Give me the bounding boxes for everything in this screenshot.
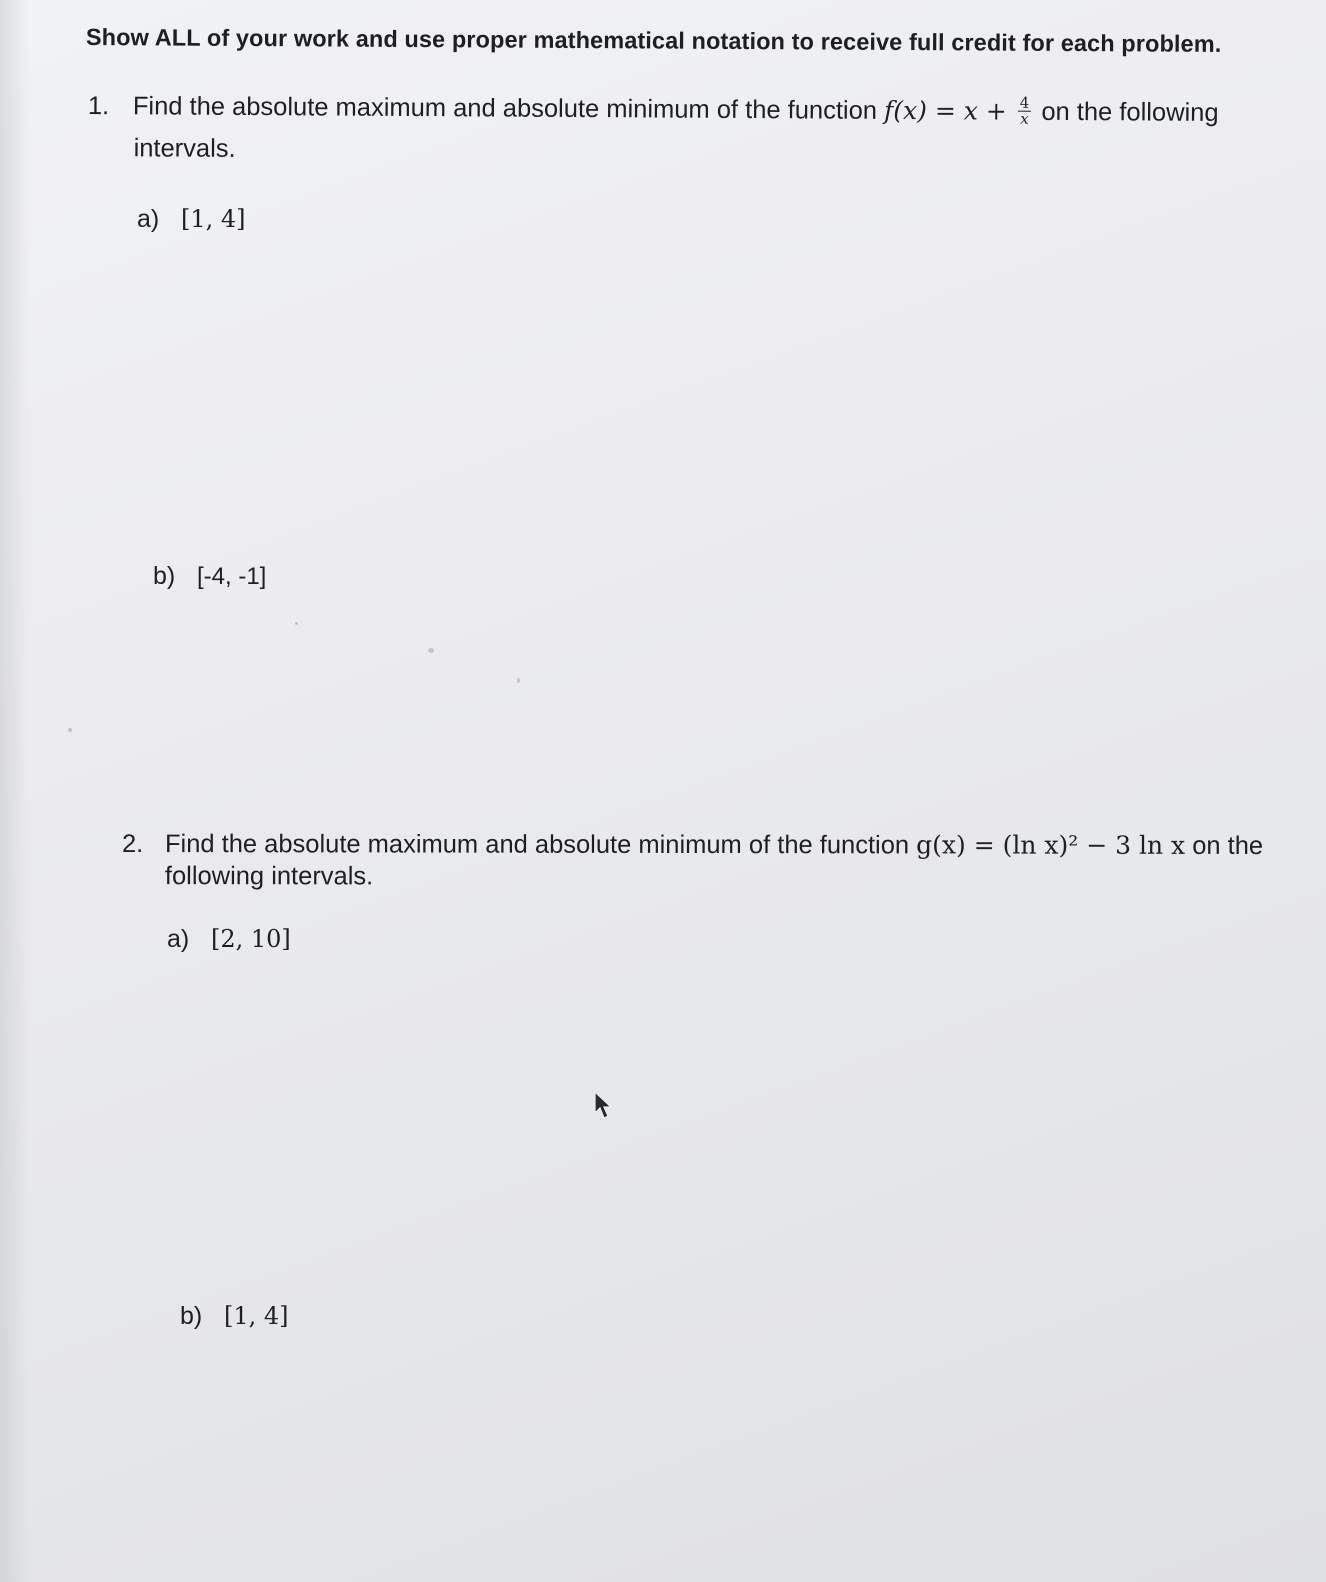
fraction-denominator: x (1020, 109, 1029, 128)
instructions-header: Show ALL of your work and use proper mathematical notation to receive full credit for each problem. (85, 24, 1222, 57)
problem-1-line-2: intervals. (133, 134, 236, 163)
problem-1-function-body: (x) = x + (893, 95, 1015, 126)
interval: [2, 10] (211, 925, 291, 953)
page-edge-shadow (0, 0, 30, 1582)
problem-2-line-2: following intervals. (164, 862, 374, 891)
interval: [1, 4] (181, 205, 246, 233)
paper-speck (295, 622, 298, 625)
problem-2-text: Find the absolute maximum and absolute minimum of the function (164, 830, 917, 860)
problem-1-part-a (137, 205, 246, 234)
interval: [-4, -1] (197, 563, 267, 590)
problem-2-function: g(x) = (ln x)² − 3 ln x (916, 830, 1186, 860)
fraction-numerator: 4 (1019, 93, 1030, 112)
problem-1-number: 1. (87, 91, 110, 121)
problem-2-text-end: on the (1185, 831, 1264, 860)
problem-1-statement (133, 86, 1219, 133)
paper-speck (428, 648, 434, 653)
part-label: a) (137, 205, 160, 233)
problem-2-part-b (180, 1302, 289, 1331)
part-label: a) (167, 925, 190, 953)
problem-1-fraction (1018, 95, 1032, 126)
problem-2-part-a (167, 925, 291, 954)
problem-1-text-end: on the following (1034, 97, 1219, 127)
problem-1 (87, 86, 1308, 163)
problem-1-part-b (153, 562, 266, 591)
problem-1-function-name: f (883, 95, 894, 125)
paper-speck (68, 728, 72, 732)
problem-2 (121, 824, 1272, 891)
problem-1-text: Find the absolute maximum and absolute minimum of the function (132, 92, 885, 125)
problem-2-number: 2. (121, 830, 144, 859)
part-label: b) (153, 562, 176, 590)
part-label: b) (180, 1302, 203, 1330)
mouse-pointer-icon (594, 1091, 614, 1121)
paper-speck (517, 678, 520, 683)
interval: [1, 4] (224, 1302, 289, 1330)
